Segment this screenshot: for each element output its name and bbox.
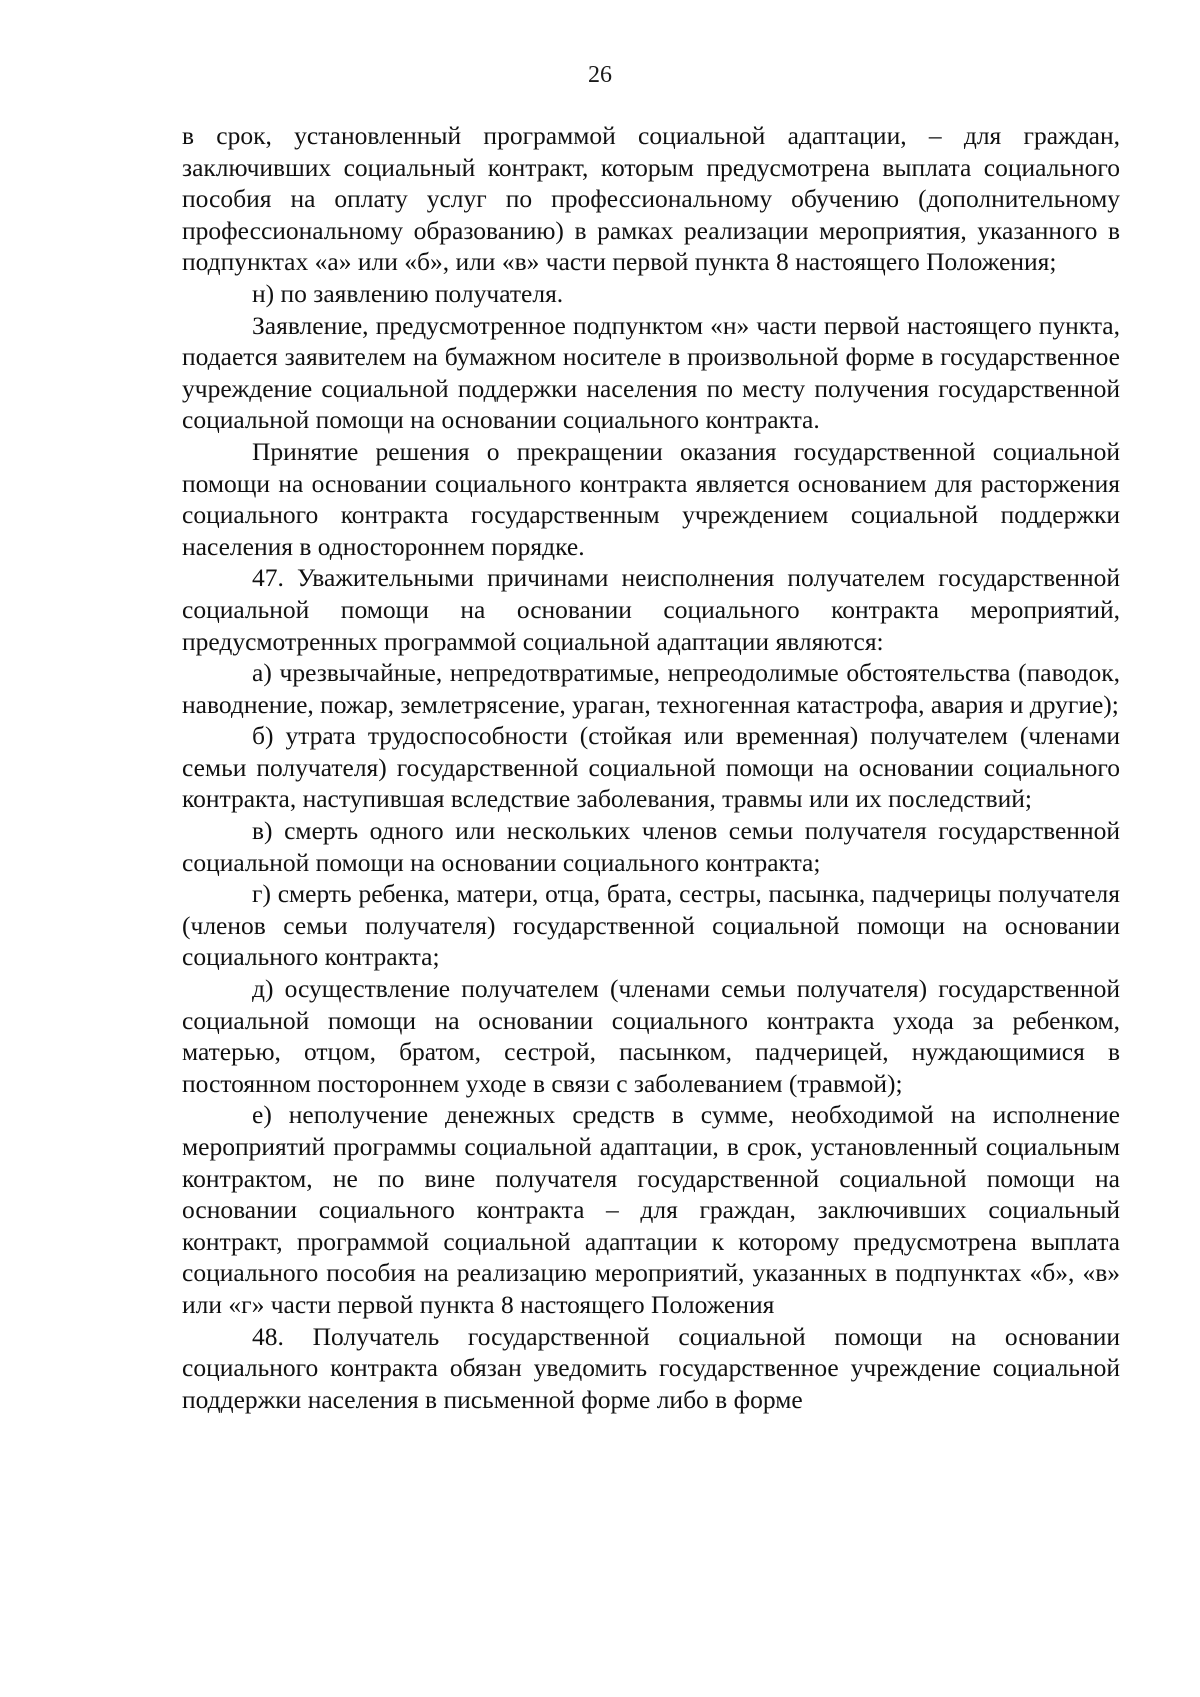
paragraph-termination-decision: Принятие решения о прекращении оказания государственной социальной помощи на основании социального контракта является основанием для расторжения социального контракта государственным учреждением социальной поддержки населения в одностороннем порядке. <box>182 436 1120 561</box>
paragraph-item-b: б) утрата трудоспособности (стойкая или временная) получателем (членами семьи получателя) государственной социальной помощи на основании социального контракта, наступившая вследствие заболевания, травмы или их последствий; <box>182 721 1120 814</box>
paragraph-section-47: 47. Уважительными причинами неисполнения получателем государственной социальной помощи на основании социального контракта мероприятий, предусмотренных программой социальной адаптации являются: <box>182 563 1120 656</box>
paragraph-item-n: н) по заявлению получателя. <box>252 278 564 308</box>
page-number: 26 <box>588 62 612 88</box>
document-body <box>182 120 1120 1415</box>
paragraph-item-e: е) неполучение денежных средств в сумме, необходимой на исполнение мероприятий программы социальной адаптации, в срок, установленный социальным контрактом, не по вине получателя государственной социальной помощи на основании социального контракта – для граждан, заключивших социальный контракт, программой социальной адаптации к которому предусмотрена выплата социального пособия на реализацию мероприятий, указанных в подпунктах «б», «в» или «г» части первой пункта 8 настоящего Положения <box>182 1100 1120 1319</box>
paragraph-item-d: д) осуществление получателем (членами семьи получателя) государственной социальной помощи на основании социального контракта ухода за ребенком, матерью, отцом, братом, сестрой, пасынком, падчерицей, нуждающимися в постоянном постороннем уходе в связи с заболеванием (травмой); <box>182 974 1120 1098</box>
paragraph-item-g: г) смерть ребенка, матери, отца, брата, сестры, пасынка, падчерицы получателя (членов семьи получателя) государственной социальной помощи на основании социального контракта; <box>182 879 1120 972</box>
paragraph-item-v: в) смерть одного или нескольких членов семьи получателя государственной социальной помощи на основании социального контракта; <box>182 816 1120 877</box>
paragraph-continuation: в срок, установленный программой социальной адаптации, – для граждан, заключивших социальный контракт, которым предусмотрена выплата социального пособия на оплату услуг по профессиональному обучению (дополнительному профессиональному образованию) в рамках реализации мероприятия, указанного в подпунктах «а» или «б», или «в» части первой пункта 8 настоящего Положения; <box>182 121 1120 277</box>
paragraph-item-a: а) чрезвычайные, непредотвратимые, непреодолимые обстоятельства (паводок, наводнение, пожар, землетрясение, ураган, техногенная катастрофа, авария и другие); <box>182 658 1120 719</box>
paragraph-application: Заявление, предусмотренное подпунктом «н» части первой настоящего пункта, подается заявителем на бумажном носителе в произвольной форме в государственное учреждение социальной поддержки населения по месту получения государственной социальной помощи на основании социального контракта. <box>182 310 1120 435</box>
paragraph-section-48: 48. Получатель государственной социальной помощи на основании социального контракта обязан уведомить государственное учреждение социальной поддержки населения в письменной форме либо в форме <box>182 1321 1120 1414</box>
